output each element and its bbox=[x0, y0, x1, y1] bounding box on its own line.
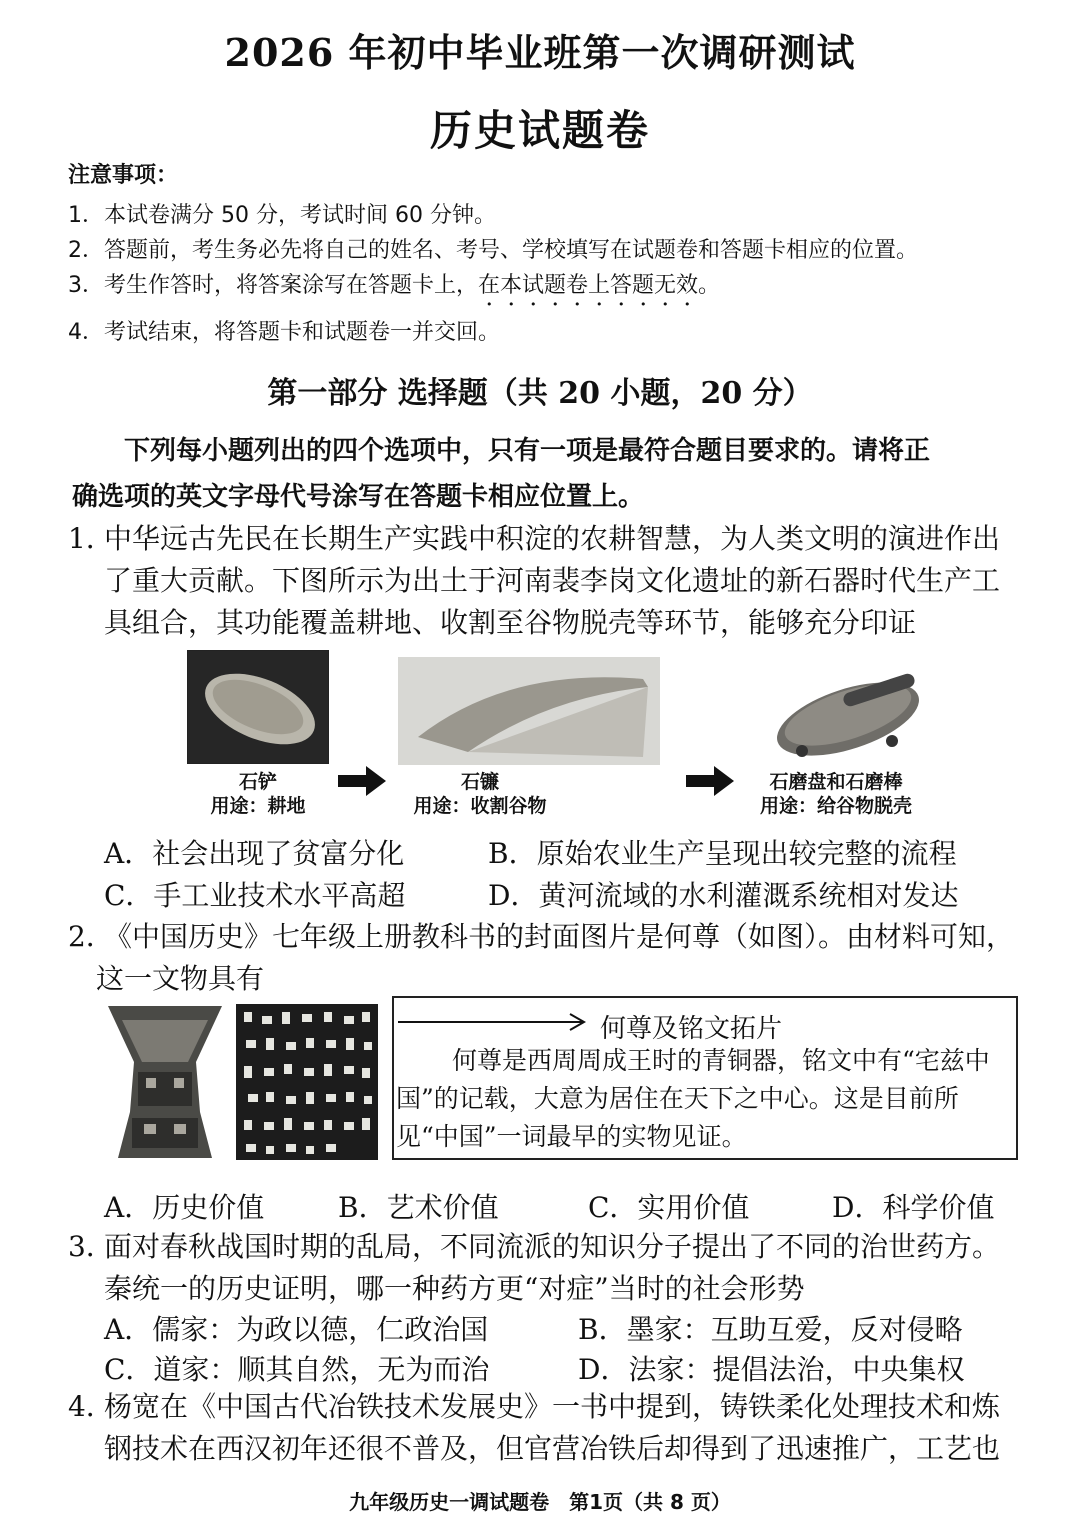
q1-option-a: A．社会出现了贫富分化 bbox=[104, 837, 405, 870]
material-box-text: 何尊是西周周成王时的青铜器，铭文中有“宅兹中国”的记载，大意为居住在天下之中心。这是目前所见“中国”一词最早的实物见证。 bbox=[396, 1046, 990, 1151]
page-footer: 九年级历史一调试题卷 第1页（共 8 页） bbox=[349, 1490, 731, 1514]
question-4 bbox=[68, 1386, 1028, 1470]
material-box-title: 何尊及铭文拓片 bbox=[600, 1014, 783, 1044]
q4-number: 4． bbox=[68, 1390, 114, 1423]
q3-option-b: B．墨家：互助互爱，反对侵略 bbox=[578, 1313, 963, 1346]
q2-option-b: B．艺术价值 bbox=[338, 1191, 499, 1224]
tool-3-use: 用途：给谷物脱壳 bbox=[759, 795, 912, 817]
q1-line1 bbox=[68, 518, 1028, 560]
q1-number: 1． bbox=[68, 522, 114, 555]
q3-option-a: A．儒家：为政以德，仁政治国 bbox=[104, 1313, 489, 1346]
notice-item-3-emphasis: 在本试题卷上答题无效 bbox=[478, 273, 699, 298]
grinding-stone-image bbox=[762, 655, 932, 767]
notice-heading: 注意事项： bbox=[68, 163, 179, 188]
q3-line1 bbox=[68, 1226, 1028, 1268]
notice-item-1: 1．本试卷满分 50 分，考试时间 60 分钟。 bbox=[68, 203, 496, 228]
tool-1-name: 石铲 bbox=[238, 771, 277, 793]
q1-option-b: B．原始农业生产呈现出较完整的流程 bbox=[488, 837, 957, 870]
part1-title: 第一部分 选择题（共 20 小题，20 分） bbox=[267, 376, 813, 411]
notice-item-4: 4．考试结束，将答题卡和试题卷一并交回。 bbox=[68, 320, 500, 345]
q1-line2: 了重大贡献。下图所示为出土于河南裴李岗文化遗址的新石器时代生产工 bbox=[104, 564, 1001, 597]
q1-text-1: 中华远古先民在长期生产实践中积淀的农耕智慧，为人类文明的演进作出 bbox=[104, 522, 1001, 555]
notice-item-2: 2．答题前，考生务必先将自己的姓名、考号、学校填写在试题卷和答题卡相应的位置。 bbox=[68, 238, 918, 263]
he-zun-bronze-image bbox=[100, 1002, 230, 1162]
q2-number: 2． bbox=[68, 920, 114, 953]
q3-line2: 秦统一的历史证明，哪一种药方更“对症”当时的社会形势 bbox=[104, 1272, 805, 1305]
tool-3-caption bbox=[746, 770, 926, 818]
tool-3-name: 石磨盘和石磨棒 bbox=[769, 771, 903, 793]
q2-option-a: A．历史价值 bbox=[104, 1191, 265, 1224]
q3-option-c: C．道家：顺其自然，无为而治 bbox=[104, 1353, 490, 1386]
q4-line1 bbox=[68, 1386, 1028, 1428]
tool-2-caption bbox=[400, 770, 560, 818]
tool-1-caption bbox=[188, 770, 328, 818]
q4-text-1: 杨宽在《中国古代冶铁技术发展史》一书中提到，铸铁柔化处理技术和炼 bbox=[104, 1390, 1001, 1423]
stone-sickle-image bbox=[398, 657, 660, 765]
arrow-right-icon bbox=[338, 766, 386, 796]
exam-subtitle: 历史试题卷 bbox=[429, 106, 650, 155]
part1-instruction-line2: 确选项的英文字母代号涂写在答题卡相应位置上。 bbox=[72, 482, 645, 512]
q2-option-d: D．科学价值 bbox=[832, 1191, 995, 1224]
q2-option-c: C．实用价值 bbox=[588, 1191, 750, 1224]
part1-instruction-line1: 下列每小题列出的四个选项中，只有一项是最符合题目要求的。请将正 bbox=[124, 436, 931, 466]
q3-number: 3． bbox=[68, 1230, 114, 1263]
question-3 bbox=[68, 1226, 1028, 1310]
q3-text-1: 面对春秋战国时期的乱局，不同流派的知识分子提出了不同的治世药方。 bbox=[104, 1230, 1001, 1263]
q2-line2: 这一文物具有 bbox=[96, 962, 265, 995]
arrow-right-icon bbox=[686, 766, 734, 796]
q2-text-1: 《中国历史》七年级上册教科书的封面图片是何尊（如图）。由材料可知， bbox=[104, 920, 1015, 953]
q3-option-d: D．法家：提倡法治，中央集权 bbox=[578, 1353, 965, 1386]
q1-option-c: C．手工业技术水平高超 bbox=[104, 879, 406, 912]
inscription-rubbing-image bbox=[236, 1004, 378, 1160]
q1-option-d: D．黄河流域的水利灌溉系统相对发达 bbox=[488, 879, 959, 912]
notice-item-3-text: 3．考生作答时，将答案涂写在答题卡上， bbox=[68, 273, 478, 298]
question-2 bbox=[68, 916, 1028, 1000]
q4-line2: 钢技术在西汉初年还很不普及，但官营冶铁后却得到了迅速推广，工艺也 bbox=[104, 1432, 1001, 1465]
notice-item-3 bbox=[68, 268, 720, 311]
q1-line3: 具组合，其功能覆盖耕地、收割至谷物脱壳等环节，能够充分印证 bbox=[104, 606, 917, 639]
notice-item-3-end: 。 bbox=[698, 273, 721, 298]
stone-shovel-image bbox=[187, 650, 329, 764]
tool-1-use: 用途：耕地 bbox=[210, 795, 306, 817]
tool-2-name: 石镰 bbox=[460, 771, 499, 793]
question-1 bbox=[68, 518, 1028, 644]
q2-line1 bbox=[68, 916, 1028, 958]
tool-2-use: 用途：收割谷物 bbox=[413, 795, 547, 817]
exam-title: 2026 年初中毕业班第一次调研测试 bbox=[224, 30, 856, 75]
pointer-arrow-icon bbox=[398, 1012, 588, 1032]
